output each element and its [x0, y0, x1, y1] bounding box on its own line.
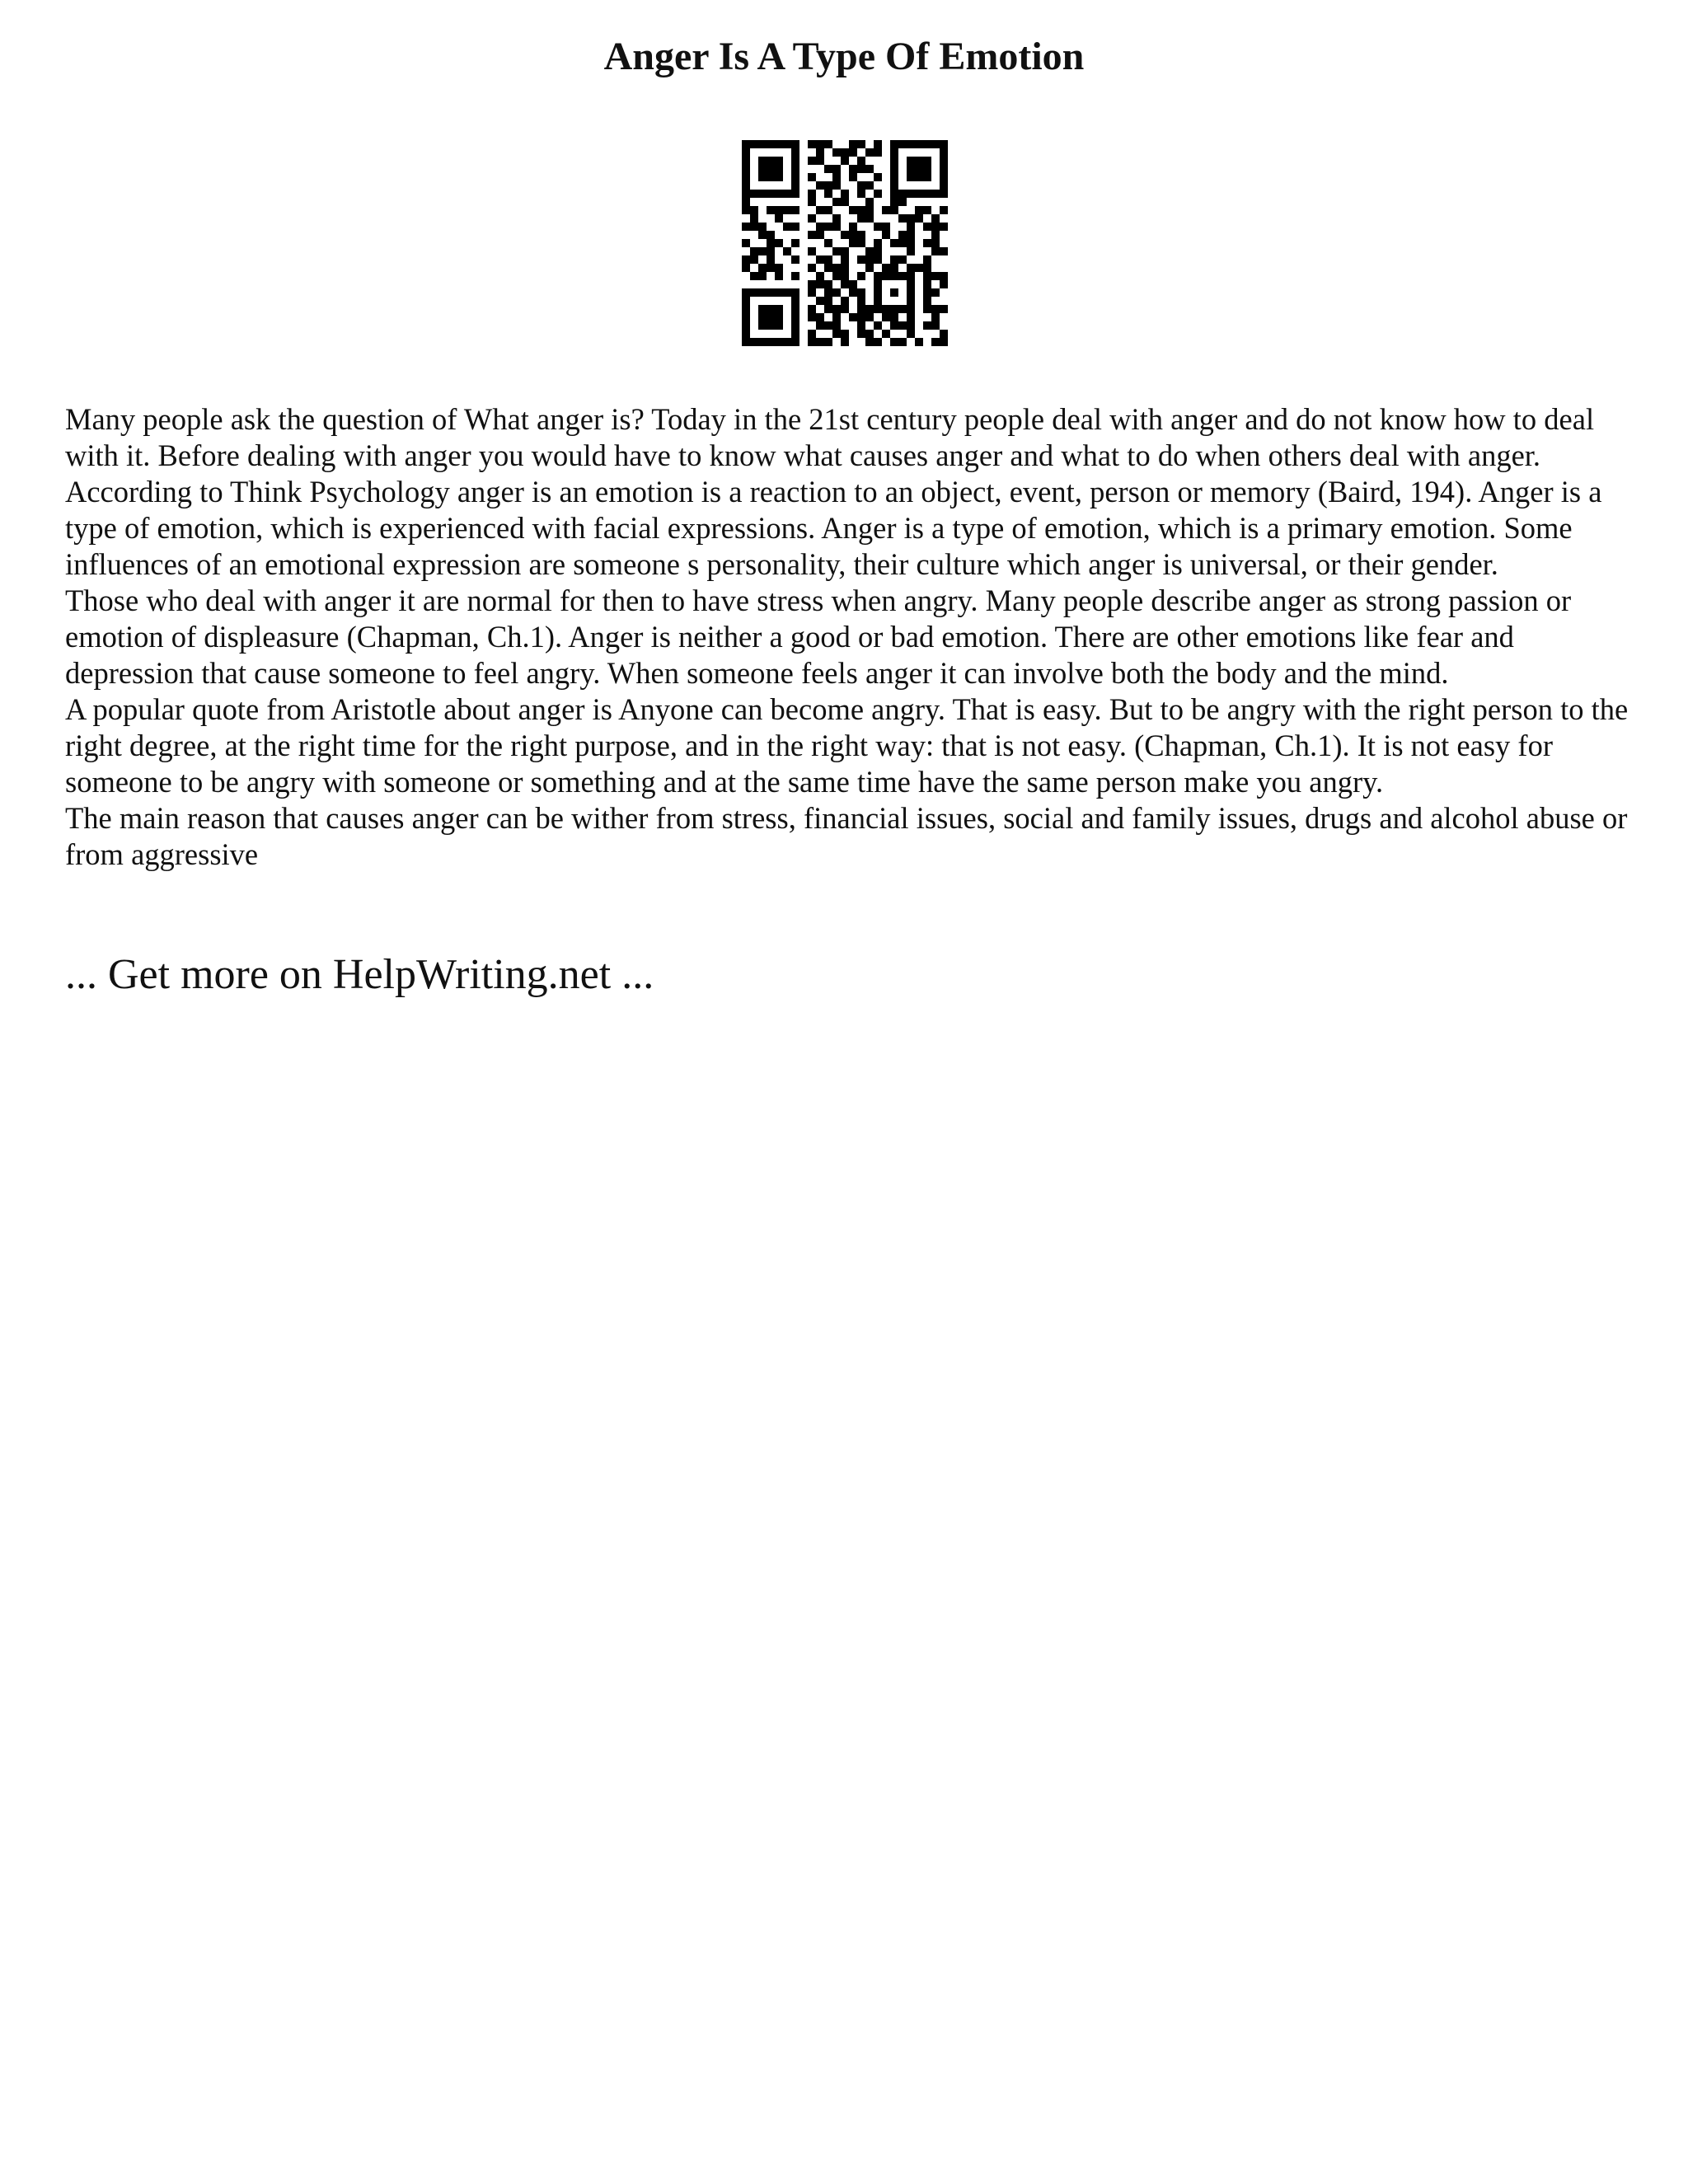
get-more-link[interactable]: ... Get more on HelpWriting.net ... — [65, 951, 654, 998]
paragraph-1: Many people ask the question of What anger is? Today in the 21st century people deal with anger and do not know how to deal with it. Before dealing with anger you would have to know what causes anger and what to do when others deal with anger. According to Think Psychology anger is an emotion is a reaction to an object, event, person or memory (Baird, 194). Anger is a type of emotion, which is experienced with facial expressions. Anger is a type of emotion, which is a primary emotion. Some influences of an emotional expression are someone s personality, their culture which anger is universal, or their gender. — [65, 402, 1602, 581]
paragraph-3: A popular quote from Aristotle about anger is Anyone can become angry. That is easy. But to be angry with the right person to the right degree, at the right time for the right purpose, and in the right way: that is not easy. (Chapman, Ch.1). It is not easy for someone to be angry with someone or something and at the same time have the same person make you angry. — [65, 692, 1629, 799]
document-title: Anger Is A Type Of Emotion — [603, 35, 1085, 78]
paragraph-4: The main reason that causes anger can be wither from stress, financial issues, social and family issues, drugs and alcohol abuse or from aggressive — [65, 801, 1628, 871]
paragraph-2: Those who deal with anger it are normal for then to have stress when angry. Many people describe anger as strong passion or emotion of displeasure (Chapman, Ch.1). Anger is neither a good or bad emotion. There are other emotions like fear and depression that cause someone to feel angry. When someone feels anger it can involve both the body and the mind. — [65, 583, 1572, 690]
article-body — [65, 401, 1631, 873]
qr-code-icon — [742, 140, 948, 346]
